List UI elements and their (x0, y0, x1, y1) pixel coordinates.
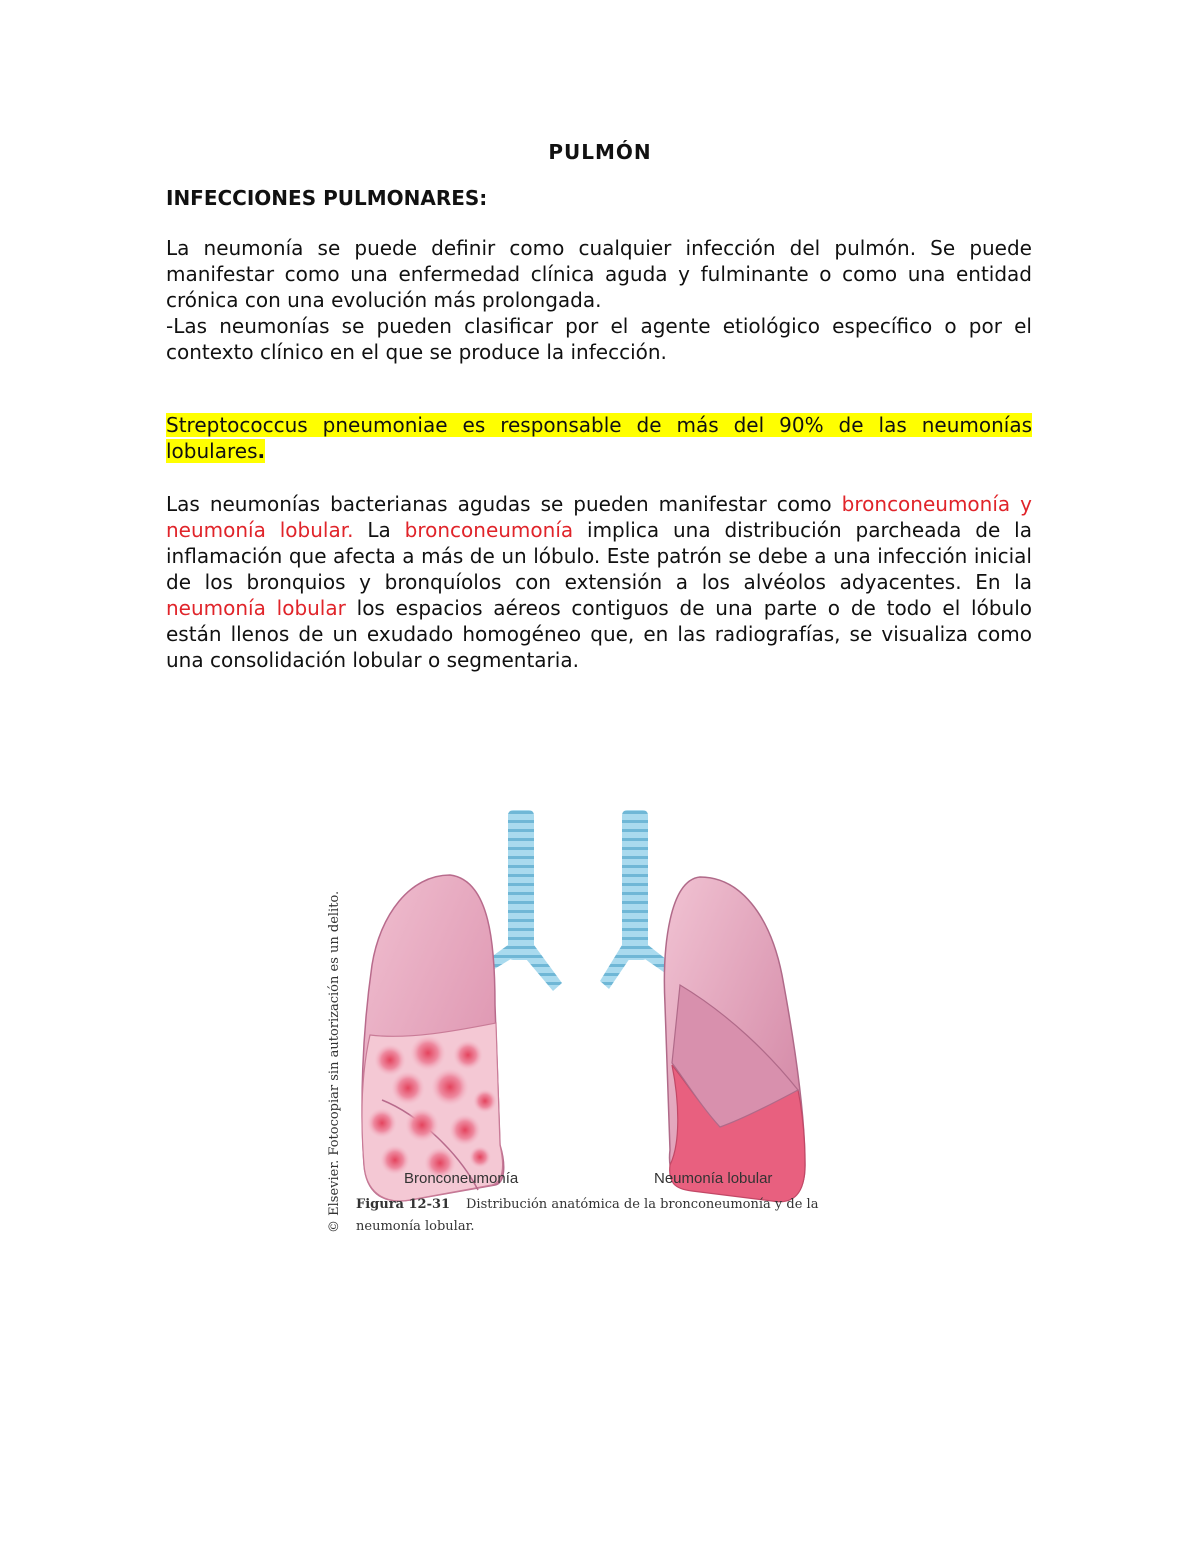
paragraph-bacterial (166, 491, 1032, 673)
p4-text-g: los espacios aéreos contiguos de una parte o de todo el lóbulo están llenos de un exudado homogéneo que, en las radiografías, se visualiza como una consolidación lobular o segmentaria. (166, 596, 1032, 672)
paragraph-highlight (166, 412, 1032, 464)
paragraph-classification: -Las neumonías se pueden clasificar por el agente etiológico específico o por el contexto clínico en el que se produce la infección. (166, 314, 1032, 364)
p4-red-bronco: bronconeumonía (404, 518, 574, 542)
p4-text-c: La (353, 518, 405, 542)
lung-figure (300, 805, 825, 1245)
p4-red-lobular: neumonía lobular (166, 596, 346, 620)
highlighted-period: . (257, 439, 266, 463)
p4-red-terms: bronconeumonía y neumonía lobular. (166, 492, 1032, 542)
copyright-notice: © Elsevier. Fotocopiar sin autorización es un delito. (327, 890, 342, 1233)
paragraph-definition: La neumonía se puede definir como cualquier infección del pulmón. Se puede manifestar como una enfermedad clínica aguda y fulminante o como una entidad crónica con una evolución más prolongada. (166, 236, 1032, 312)
highlighted-text: Streptococcus pneumoniae es responsable de más del 90% de las neumonías lobulares (166, 413, 1032, 463)
lung-bronchopneumonia (362, 875, 504, 1201)
lung-lobar-pneumonia (664, 877, 805, 1202)
label-bronchopneumonia: Bronconeumonía (404, 1170, 519, 1187)
caption-line-1: Distribución anatómica de la bronconeumonía y de la (466, 1197, 819, 1212)
p4-text-e: implica una distribución parcheada de la inflamación que afecta a más de un lóbulo. Este patrón se debe a una infección inicial de los bronquios y bronquíolos con extensión a los alvéolos adyacentes. En la (166, 518, 1032, 594)
label-lobar-pneumonia: Neumonía lobular (654, 1170, 773, 1187)
page-title: PULMÓN (548, 140, 652, 164)
lung-illustration (300, 805, 825, 1245)
caption-line-2: neumonía lobular. (356, 1219, 475, 1234)
section-heading: INFECCIONES PULMONARES: (166, 186, 488, 210)
p4-text-a: Las neumonías bacterianas agudas se pueden manifestar como (166, 492, 842, 516)
caption-figure-number: Figura 12-31 (356, 1197, 451, 1212)
